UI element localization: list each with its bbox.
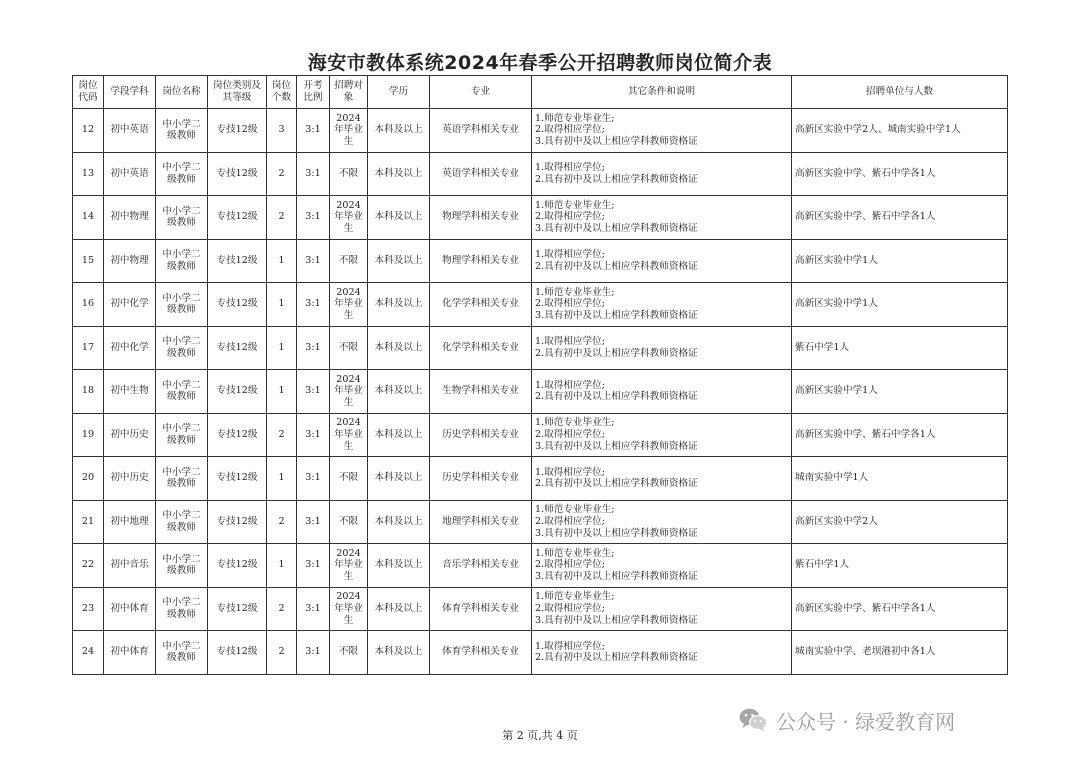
cell-post-name: 中小学二级教师 [156, 283, 208, 327]
cell-level: 专技12级 [208, 196, 267, 240]
cell-target: 不限 [330, 500, 368, 544]
cell-target: 不限 [330, 239, 368, 283]
cell-units: 高新区实验中学2人、城南实验中学1人 [792, 109, 1008, 153]
cell-code: 21 [73, 500, 104, 544]
cell-target: 2024年毕业生 [330, 544, 368, 588]
cell-education: 本科及以上 [368, 283, 430, 327]
table-row [73, 631, 1008, 675]
cell-level: 专技12级 [208, 370, 267, 414]
cell-major: 物理学科相关专业 [430, 239, 532, 283]
cell-post-name: 中小学二级教师 [156, 587, 208, 631]
column-header: 岗位个数 [267, 76, 297, 109]
cell-level: 专技12级 [208, 544, 267, 588]
cell-ratio: 3:1 [297, 239, 330, 283]
page-number: 第 2 页,共 4 页 [502, 729, 578, 742]
table-row [73, 544, 1008, 588]
cell-education: 本科及以上 [368, 500, 430, 544]
cell-post-name: 中小学二级教师 [156, 370, 208, 414]
condition-line: 2.具有初中及以上相应学科教师资格证 [535, 347, 698, 359]
cell-subject: 初中生物 [104, 370, 156, 414]
cell-count: 2 [267, 196, 297, 240]
column-header: 岗位类别及其等级 [208, 76, 267, 109]
condition-line: 3.具有初中及以上相应学科教师资格证 [535, 527, 698, 539]
table-row [73, 500, 1008, 544]
cell-units: 紫石中学1人 [792, 326, 1008, 370]
cell-subject: 初中物理 [104, 196, 156, 240]
cell-subject: 初中化学 [104, 283, 156, 327]
condition-line: 1.师范专业毕业生; [535, 199, 615, 211]
cell-major: 英语学科相关专业 [430, 109, 532, 153]
cell-code: 23 [73, 587, 104, 631]
document-title: 海安市教体系统2024年春季公开招聘教师岗位简介表 [307, 52, 773, 74]
cell-target: 不限 [330, 152, 368, 196]
cell-conditions [532, 457, 792, 501]
cell-subject: 初中英语 [104, 152, 156, 196]
cell-education: 本科及以上 [368, 239, 430, 283]
cell-count: 2 [267, 587, 297, 631]
cell-units: 高新区实验中学2人 [792, 500, 1008, 544]
watermark [738, 705, 955, 735]
cell-target: 不限 [330, 326, 368, 370]
condition-line: 1.师范专业毕业生; [535, 591, 615, 603]
condition-line: 1.取得相应学位; [535, 249, 605, 261]
cell-education: 本科及以上 [368, 326, 430, 370]
table-row [73, 326, 1008, 370]
cell-units: 高新区实验中学1人 [792, 239, 1008, 283]
table-row [73, 457, 1008, 501]
cell-count: 2 [267, 152, 297, 196]
cell-subject: 初中历史 [104, 457, 156, 501]
table-row [73, 239, 1008, 283]
column-header: 专业 [430, 76, 532, 109]
cell-major: 历史学科相关专业 [430, 413, 532, 457]
cell-major: 生物学科相关专业 [430, 370, 532, 414]
condition-line: 3.具有初中及以上相应学科教师资格证 [535, 571, 698, 583]
cell-ratio: 3:1 [297, 196, 330, 240]
cell-ratio: 3:1 [297, 500, 330, 544]
cell-code: 20 [73, 457, 104, 501]
cell-level: 专技12级 [208, 152, 267, 196]
cell-conditions [532, 370, 792, 414]
cell-education: 本科及以上 [368, 587, 430, 631]
watermark-text: 公众号 · 绿爱教育网 [776, 709, 956, 734]
cell-education: 本科及以上 [368, 631, 430, 675]
cell-major: 英语学科相关专业 [430, 152, 532, 196]
cell-subject: 初中地理 [104, 500, 156, 544]
cell-target: 不限 [330, 631, 368, 675]
cell-code: 15 [73, 239, 104, 283]
condition-line: 1.师范专业毕业生; [535, 417, 615, 429]
cell-major: 体育学科相关专业 [430, 631, 532, 675]
condition-line: 1.师范专业毕业生; [535, 286, 615, 298]
cell-conditions [532, 413, 792, 457]
cell-target: 2024年毕业生 [330, 370, 368, 414]
column-header: 开考比例 [297, 76, 330, 109]
cell-post-name: 中小学二级教师 [156, 631, 208, 675]
cell-level: 专技12级 [208, 587, 267, 631]
cell-target: 2024年毕业生 [330, 587, 368, 631]
cell-post-name: 中小学二级教师 [156, 544, 208, 588]
cell-education: 本科及以上 [368, 544, 430, 588]
cell-target: 不限 [330, 457, 368, 501]
cell-subject: 初中历史 [104, 413, 156, 457]
table-row [73, 152, 1008, 196]
condition-line: 2.具有初中及以上相应学科教师资格证 [535, 391, 698, 403]
cell-level: 专技12级 [208, 326, 267, 370]
cell-major: 地理学科相关专业 [430, 500, 532, 544]
cell-major: 物理学科相关专业 [430, 196, 532, 240]
condition-line: 2.取得相应学位; [535, 602, 605, 614]
cell-conditions [532, 500, 792, 544]
cell-education: 本科及以上 [368, 152, 430, 196]
cell-target: 2024年毕业生 [330, 196, 368, 240]
condition-line: 2.取得相应学位; [535, 515, 605, 527]
cell-level: 专技12级 [208, 413, 267, 457]
wechat-icon [738, 707, 768, 733]
cell-ratio: 3:1 [297, 109, 330, 153]
cell-post-name: 中小学二级教师 [156, 109, 208, 153]
column-header: 岗位代码 [73, 76, 104, 109]
condition-line: 2.取得相应学位; [535, 559, 605, 571]
condition-line: 1.取得相应学位; [535, 640, 605, 652]
condition-line: 3.具有初中及以上相应学科教师资格证 [535, 223, 698, 235]
cell-ratio: 3:1 [297, 152, 330, 196]
cell-count: 2 [267, 631, 297, 675]
cell-conditions [532, 326, 792, 370]
cell-ratio: 3:1 [297, 457, 330, 501]
cell-units: 高新区实验中学、紫石中学各1人 [792, 196, 1008, 240]
cell-level: 专技12级 [208, 457, 267, 501]
condition-line: 2.取得相应学位; [535, 428, 605, 440]
cell-major: 体育学科相关专业 [430, 587, 532, 631]
cell-target: 2024年毕业生 [330, 109, 368, 153]
condition-line: 3.具有初中及以上相应学科教师资格证 [535, 614, 698, 626]
cell-education: 本科及以上 [368, 370, 430, 414]
table-row [73, 413, 1008, 457]
cell-post-name: 中小学二级教师 [156, 152, 208, 196]
cell-conditions [532, 152, 792, 196]
cell-count: 1 [267, 239, 297, 283]
column-header: 其它条件和说明 [532, 76, 792, 109]
cell-count: 1 [267, 283, 297, 327]
cell-major: 历史学科相关专业 [430, 457, 532, 501]
cell-level: 专技12级 [208, 631, 267, 675]
column-header: 招聘单位与人数 [792, 76, 1008, 109]
positions-table [72, 75, 1008, 675]
table-row [73, 196, 1008, 240]
condition-line: 1.师范专业毕业生; [535, 112, 615, 124]
cell-units: 高新区实验中学1人 [792, 370, 1008, 414]
cell-level: 专技12级 [208, 239, 267, 283]
cell-count: 2 [267, 413, 297, 457]
cell-units: 紫石中学1人 [792, 544, 1008, 588]
condition-line: 2.具有初中及以上相应学科教师资格证 [535, 260, 698, 272]
table-row [73, 587, 1008, 631]
cell-units: 城南实验中学1人 [792, 457, 1008, 501]
cell-ratio: 3:1 [297, 413, 330, 457]
cell-major: 化学学科相关专业 [430, 283, 532, 327]
cell-post-name: 中小学二级教师 [156, 326, 208, 370]
cell-count: 2 [267, 500, 297, 544]
cell-level: 专技12级 [208, 500, 267, 544]
condition-line: 2.具有初中及以上相应学科教师资格证 [535, 173, 698, 185]
cell-education: 本科及以上 [368, 413, 430, 457]
cell-conditions [532, 239, 792, 283]
cell-conditions [532, 587, 792, 631]
condition-line: 1.取得相应学位; [535, 162, 605, 174]
cell-units: 城南实验中学、老坝港初中各1人 [792, 631, 1008, 675]
cell-target: 2024年毕业生 [330, 413, 368, 457]
cell-count: 1 [267, 370, 297, 414]
condition-line: 1.师范专业毕业生; [535, 547, 615, 559]
cell-post-name: 中小学二级教师 [156, 500, 208, 544]
cell-units: 高新区实验中学、紫石中学各1人 [792, 587, 1008, 631]
cell-subject: 初中英语 [104, 109, 156, 153]
cell-conditions [532, 631, 792, 675]
cell-conditions [532, 196, 792, 240]
cell-level: 专技12级 [208, 109, 267, 153]
cell-major: 化学学科相关专业 [430, 326, 532, 370]
table-header-row [73, 76, 1008, 109]
cell-subject: 初中体育 [104, 631, 156, 675]
cell-code: 18 [73, 370, 104, 414]
cell-ratio: 3:1 [297, 370, 330, 414]
condition-line: 2.取得相应学位; [535, 211, 605, 223]
cell-post-name: 中小学二级教师 [156, 413, 208, 457]
cell-ratio: 3:1 [297, 283, 330, 327]
cell-subject: 初中体育 [104, 587, 156, 631]
cell-education: 本科及以上 [368, 457, 430, 501]
column-header: 学历 [368, 76, 430, 109]
cell-major: 音乐学科相关专业 [430, 544, 532, 588]
column-header: 招聘对象 [330, 76, 368, 109]
condition-line: 1.师范专业毕业生; [535, 504, 615, 516]
condition-line: 3.具有初中及以上相应学科教师资格证 [535, 310, 698, 322]
cell-code: 14 [73, 196, 104, 240]
cell-count: 1 [267, 457, 297, 501]
column-header: 岗位名称 [156, 76, 208, 109]
cell-education: 本科及以上 [368, 109, 430, 153]
cell-code: 19 [73, 413, 104, 457]
condition-line: 3.具有初中及以上相应学科教师资格证 [535, 440, 698, 452]
cell-code: 13 [73, 152, 104, 196]
condition-line: 2.具有初中及以上相应学科教师资格证 [535, 478, 698, 490]
cell-code: 22 [73, 544, 104, 588]
table-row [73, 109, 1008, 153]
cell-ratio: 3:1 [297, 326, 330, 370]
cell-ratio: 3:1 [297, 587, 330, 631]
cell-post-name: 中小学二级教师 [156, 457, 208, 501]
cell-units: 高新区实验中学、紫石中学各1人 [792, 413, 1008, 457]
cell-education: 本科及以上 [368, 196, 430, 240]
cell-code: 17 [73, 326, 104, 370]
condition-line: 2.取得相应学位; [535, 298, 605, 310]
cell-units: 高新区实验中学、紫石中学各1人 [792, 152, 1008, 196]
cell-units: 高新区实验中学1人 [792, 283, 1008, 327]
cell-subject: 初中音乐 [104, 544, 156, 588]
cell-count: 3 [267, 109, 297, 153]
cell-code: 16 [73, 283, 104, 327]
cell-count: 1 [267, 326, 297, 370]
column-header: 学段学科 [104, 76, 156, 109]
cell-post-name: 中小学二级教师 [156, 239, 208, 283]
condition-line: 3.具有初中及以上相应学科教师资格证 [535, 136, 698, 148]
cell-post-name: 中小学二级教师 [156, 196, 208, 240]
condition-line: 1.取得相应学位; [535, 466, 605, 478]
cell-conditions [532, 283, 792, 327]
cell-subject: 初中物理 [104, 239, 156, 283]
cell-code: 24 [73, 631, 104, 675]
condition-line: 1.取得相应学位; [535, 336, 605, 348]
table-body [73, 109, 1008, 675]
condition-line: 2.具有初中及以上相应学科教师资格证 [535, 652, 698, 664]
cell-conditions [532, 109, 792, 153]
cell-subject: 初中化学 [104, 326, 156, 370]
cell-ratio: 3:1 [297, 631, 330, 675]
cell-level: 专技12级 [208, 283, 267, 327]
cell-code: 12 [73, 109, 104, 153]
table-row [73, 283, 1008, 327]
cell-target: 2024年毕业生 [330, 283, 368, 327]
cell-count: 1 [267, 544, 297, 588]
condition-line: 2.取得相应学位; [535, 124, 605, 136]
cell-ratio: 3:1 [297, 544, 330, 588]
cell-conditions [532, 544, 792, 588]
condition-line: 1.取得相应学位; [535, 379, 605, 391]
table-row [73, 370, 1008, 414]
